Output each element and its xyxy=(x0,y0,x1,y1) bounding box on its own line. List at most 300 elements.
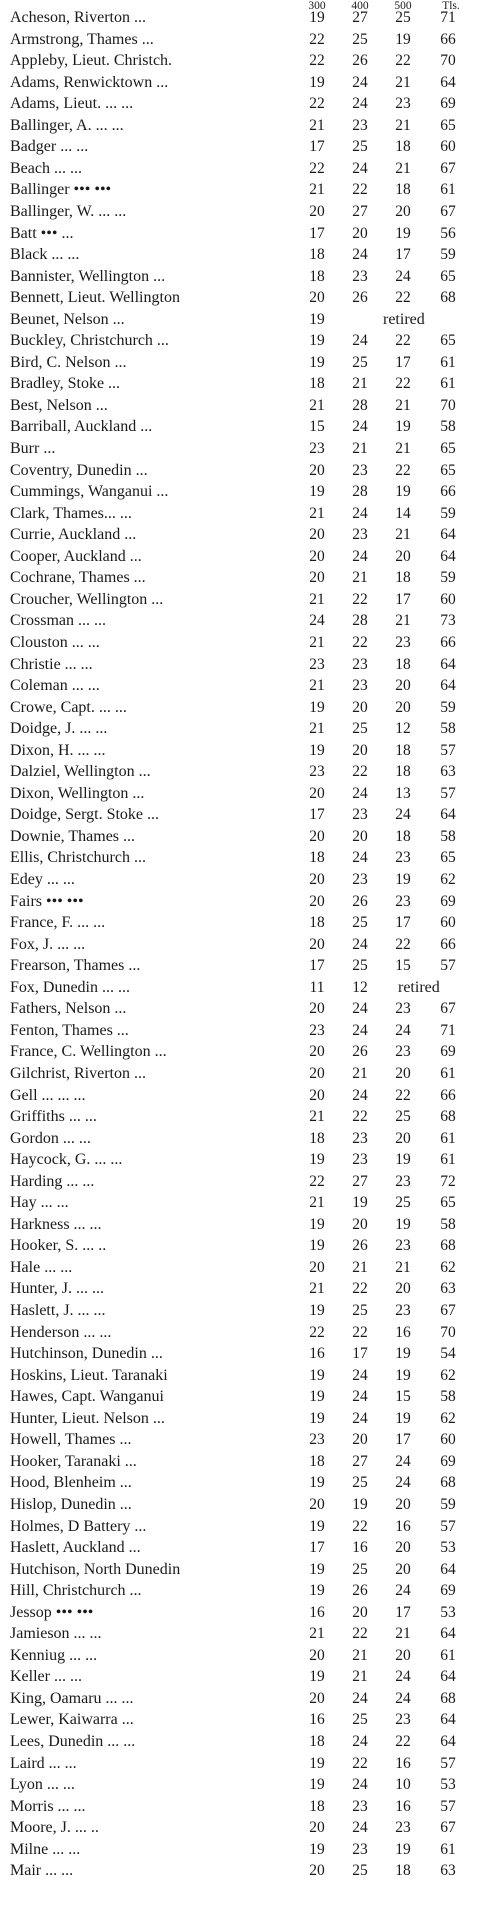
score-total: 69 xyxy=(440,95,456,113)
competitor-name: Batt ••• ... xyxy=(10,224,74,242)
score-500: 20 xyxy=(395,1560,411,1578)
score-total: 68 xyxy=(440,1108,456,1126)
score-400: 23 xyxy=(352,526,368,544)
competitor-name: Bradley, Stoke ... xyxy=(10,375,121,393)
score-300: 19 xyxy=(309,73,325,91)
score-total: 61 xyxy=(440,1129,456,1147)
score-300: 22 xyxy=(309,95,325,113)
score-total: 59 xyxy=(440,569,456,587)
competitor-name: Fenton, Thames ... xyxy=(10,1021,129,1039)
score-300: 20 xyxy=(309,526,325,544)
score-500: 21 xyxy=(395,116,411,134)
score-300: 19 xyxy=(309,1474,325,1492)
competitor-name: Laird ... ... xyxy=(10,1754,77,1772)
competitor-name: Haslett, Auckland ... xyxy=(10,1539,141,1557)
score-total: 61 xyxy=(440,1064,456,1082)
score-total: 59 xyxy=(440,1495,456,1513)
score-total: 62 xyxy=(440,871,456,888)
score-500: 21 xyxy=(395,526,411,544)
score-300: 20 xyxy=(309,784,325,802)
score-total: 64 xyxy=(440,73,456,91)
score-total: 62 xyxy=(440,1366,456,1384)
score-300: 18 xyxy=(309,1129,325,1147)
score-400: 23 xyxy=(352,116,368,134)
competitor-name: Fox, Dunedin ... ... xyxy=(10,978,130,996)
score-300: 19 xyxy=(309,310,325,328)
score-400: 22 xyxy=(352,1517,368,1535)
score-300: 22 xyxy=(309,159,325,177)
table-row xyxy=(0,1560,481,1580)
competitor-name: Cooper, Auckland ... xyxy=(10,547,142,565)
score-300: 17 xyxy=(309,224,325,242)
score-300: 20 xyxy=(309,1495,325,1513)
table-row xyxy=(0,892,481,912)
score-400: 21 xyxy=(352,440,368,457)
score-400: 20 xyxy=(352,1603,368,1621)
score-total: 57 xyxy=(440,741,456,759)
table-row xyxy=(0,1042,481,1062)
score-500: 23 xyxy=(395,1043,411,1061)
score-300: 16 xyxy=(309,1345,325,1363)
score-total: 58 xyxy=(440,418,456,436)
score-500: 23 xyxy=(395,1172,411,1190)
score-total: 61 xyxy=(440,1151,456,1169)
score-total: 59 xyxy=(440,504,456,522)
score-400: 23 xyxy=(352,871,368,888)
score-400: 19 xyxy=(352,1194,368,1212)
score-total: 69 xyxy=(440,1043,456,1061)
table-row xyxy=(0,590,481,610)
score-400: 17 xyxy=(352,1345,368,1363)
score-300: 20 xyxy=(309,569,325,587)
table-row xyxy=(0,719,481,739)
score-300: 19 xyxy=(309,483,325,501)
score-300: 17 xyxy=(309,957,325,975)
score-300: 21 xyxy=(309,504,325,522)
score-300: 19 xyxy=(309,1237,325,1255)
score-500: 18 xyxy=(395,741,411,759)
score-500: 19 xyxy=(395,1840,411,1858)
score-total: 58 xyxy=(440,827,456,845)
score-total: 65 xyxy=(440,1194,456,1212)
table-row xyxy=(0,331,481,351)
table-row xyxy=(0,1301,481,1321)
score-500: 21 xyxy=(395,440,411,457)
score-300: 20 xyxy=(309,1646,325,1664)
score-400: 28 xyxy=(352,612,368,630)
score-300: 19 xyxy=(309,1776,325,1794)
score-400: 20 xyxy=(352,224,368,242)
competitor-name: Jamieson ... ... xyxy=(10,1625,102,1643)
competitor-name: Best, Nelson ... xyxy=(10,396,108,414)
score-500: 17 xyxy=(395,1603,411,1621)
score-400: 22 xyxy=(352,1280,368,1298)
table-row xyxy=(0,1323,481,1343)
competitor-name: Burr ... xyxy=(10,440,56,457)
competitor-name: Howell, Thames ... xyxy=(10,1431,132,1449)
retired-note: retired xyxy=(383,310,425,328)
score-400: 26 xyxy=(352,1582,368,1600)
score-total: 70 xyxy=(440,52,456,70)
score-500: 24 xyxy=(395,1668,411,1686)
score-400: 24 xyxy=(352,418,368,436)
score-400: 22 xyxy=(352,1108,368,1126)
score-total: 54 xyxy=(440,1345,456,1363)
table-row xyxy=(0,396,481,416)
score-400: 24 xyxy=(352,784,368,802)
score-total: 66 xyxy=(440,483,456,501)
score-500: 17 xyxy=(395,590,411,608)
score-300: 19 xyxy=(309,1582,325,1600)
score-300: 16 xyxy=(309,1603,325,1621)
score-500: 18 xyxy=(395,655,411,673)
score-total: 60 xyxy=(440,914,456,932)
competitor-name: Beunet, Nelson ... xyxy=(10,310,125,328)
score-300: 22 xyxy=(309,1323,325,1341)
score-300: 21 xyxy=(309,590,325,608)
score-400: 25 xyxy=(352,1560,368,1578)
score-300: 21 xyxy=(309,1625,325,1643)
score-400: 24 xyxy=(352,95,368,113)
score-total: 58 xyxy=(440,1388,456,1406)
score-500: 24 xyxy=(395,1021,411,1039)
score-total: 67 xyxy=(440,1000,456,1018)
score-400: 24 xyxy=(352,1776,368,1794)
score-300: 20 xyxy=(309,1043,325,1061)
competitor-name: Clark, Thames... ... xyxy=(10,504,132,522)
competitor-name: Hooker, S. ... .. xyxy=(10,1237,107,1255)
score-500: 16 xyxy=(395,1797,411,1815)
score-400: 21 xyxy=(352,1064,368,1082)
score-500: 23 xyxy=(395,95,411,113)
competitor-name: Harding ... ... xyxy=(10,1172,95,1190)
score-300: 19 xyxy=(309,1754,325,1772)
score-500: 22 xyxy=(395,52,411,70)
table-row xyxy=(0,482,481,502)
score-300: 19 xyxy=(309,1840,325,1858)
table-row xyxy=(0,73,481,93)
table-row xyxy=(0,439,481,459)
score-300: 22 xyxy=(309,52,325,70)
score-400: 25 xyxy=(352,957,368,975)
competitor-name: Edey ... ... xyxy=(10,871,75,888)
score-total: 73 xyxy=(440,612,456,630)
score-400: 23 xyxy=(352,806,368,824)
competitor-name: Bannister, Wellington ... xyxy=(10,267,166,285)
table-row xyxy=(0,784,481,804)
table-row xyxy=(0,676,481,696)
score-total: 70 xyxy=(440,396,456,414)
score-300: 20 xyxy=(309,1689,325,1707)
score-400: 20 xyxy=(352,698,368,716)
competitor-name: Jessop ••• ••• xyxy=(10,1603,94,1621)
competitor-name: Haycock, G. ... ... xyxy=(10,1151,123,1169)
score-300: 18 xyxy=(309,267,325,285)
table-row xyxy=(0,698,481,718)
score-400: 24 xyxy=(352,1409,368,1427)
competitor-name: France, C. Wellington ... xyxy=(10,1043,167,1061)
score-400: 25 xyxy=(352,353,368,371)
score-400: 20 xyxy=(352,741,368,759)
score-total: 69 xyxy=(440,1582,456,1600)
score-300: 20 xyxy=(309,935,325,953)
score-400: 21 xyxy=(352,375,368,393)
score-500: 19 xyxy=(395,418,411,436)
score-total: 64 xyxy=(440,655,456,673)
score-total: 57 xyxy=(440,1517,456,1535)
score-400: 24 xyxy=(352,1388,368,1406)
score-500: 21 xyxy=(395,1625,411,1643)
score-300: 15 xyxy=(309,418,325,436)
competitor-name: Crossman ... ... xyxy=(10,612,106,630)
score-500: 21 xyxy=(395,396,411,414)
table-row xyxy=(0,655,481,675)
competitor-name: Doidge, Sergt. Stoke ... xyxy=(10,806,160,824)
score-400: 22 xyxy=(352,1754,368,1772)
score-total: 68 xyxy=(440,1474,456,1492)
score-400: 27 xyxy=(352,1452,368,1470)
score-500: 16 xyxy=(395,1323,411,1341)
table-row xyxy=(0,1236,481,1256)
competitor-name: Keller ... ... xyxy=(10,1668,82,1686)
score-total: 57 xyxy=(440,1797,456,1815)
competitor-name: Lees, Dunedin ... ... xyxy=(10,1733,136,1750)
table-row xyxy=(0,1581,481,1601)
score-total: 64 xyxy=(440,1560,456,1578)
table-row xyxy=(0,1409,481,1429)
score-total: 72 xyxy=(440,1172,456,1190)
score-500: 25 xyxy=(395,9,411,26)
competitor-name: Gordon ... ... xyxy=(10,1129,91,1147)
score-300: 20 xyxy=(309,1862,325,1880)
competitor-name: Hislop, Dunedin ... xyxy=(10,1495,132,1513)
score-total: 64 xyxy=(440,1711,456,1729)
score-400: 25 xyxy=(352,1474,368,1492)
competitor-name: Hunter, J. ... ... xyxy=(10,1280,105,1298)
competitor-name: Hutchinson, Dunedin ... xyxy=(10,1345,163,1363)
table-row xyxy=(0,245,481,265)
score-400: 23 xyxy=(352,267,368,285)
competitor-name: Buckley, Christchurch ... xyxy=(10,332,169,350)
score-400: 12 xyxy=(352,978,368,996)
score-400: 20 xyxy=(352,1215,368,1233)
score-500: 24 xyxy=(395,806,411,824)
competitor-name: Hooker, Taranaki ... xyxy=(10,1452,137,1470)
table-row xyxy=(0,1387,481,1407)
score-300: 20 xyxy=(309,1258,325,1276)
score-400: 25 xyxy=(352,30,368,48)
score-total: 60 xyxy=(440,590,456,608)
competitor-name: Griffiths ... ... xyxy=(10,1108,97,1126)
score-500: 22 xyxy=(395,1733,411,1750)
score-400: 24 xyxy=(352,849,368,867)
table-row xyxy=(0,1775,481,1795)
competitor-name: Downie, Thames ... xyxy=(10,827,136,845)
score-500: 23 xyxy=(395,1819,411,1837)
score-500: 13 xyxy=(395,784,411,802)
competitor-name: Currie, Auckland ... xyxy=(10,526,137,544)
competitor-name: Fathers, Nelson ... xyxy=(10,1000,127,1018)
score-400: 26 xyxy=(352,52,368,70)
competitor-name: Crowe, Capt. ... ... xyxy=(10,698,127,716)
competitor-name: Hawes, Capt. Wanganui xyxy=(10,1388,164,1406)
score-400: 24 xyxy=(352,1733,368,1750)
score-total: 69 xyxy=(440,1452,456,1470)
score-500: 24 xyxy=(395,1452,411,1470)
score-500: 16 xyxy=(395,1754,411,1772)
score-300: 24 xyxy=(309,612,325,630)
competitor-name: Croucher, Wellington ... xyxy=(10,590,164,608)
competitor-name: Armstrong, Thames ... xyxy=(10,30,154,48)
score-400: 26 xyxy=(352,289,368,307)
header-400-yards: 400 xyxy=(351,0,369,12)
score-total: 62 xyxy=(440,1258,456,1276)
score-300: 21 xyxy=(309,181,325,199)
score-300: 18 xyxy=(309,246,325,264)
score-total: 71 xyxy=(440,1021,456,1039)
score-500: 22 xyxy=(395,1086,411,1104)
header-totals: Tls. xyxy=(442,0,460,12)
score-500: 23 xyxy=(395,1711,411,1729)
score-400: 26 xyxy=(352,1237,368,1255)
table-row xyxy=(0,51,481,71)
score-400: 24 xyxy=(352,547,368,565)
competitor-name: Lyon ... ... xyxy=(10,1776,75,1794)
score-400: 21 xyxy=(352,1668,368,1686)
score-400: 23 xyxy=(352,1151,368,1169)
score-500: 17 xyxy=(395,353,411,371)
score-500: 20 xyxy=(395,202,411,220)
table-row xyxy=(0,999,481,1019)
score-500: 19 xyxy=(395,1345,411,1363)
score-400: 21 xyxy=(352,1258,368,1276)
score-500: 18 xyxy=(395,827,411,845)
score-300: 16 xyxy=(309,1711,325,1729)
table-row xyxy=(0,137,481,157)
table-row xyxy=(0,374,481,394)
score-total: 53 xyxy=(440,1776,456,1794)
table-row xyxy=(0,913,481,933)
score-400: 24 xyxy=(352,504,368,522)
score-500: 23 xyxy=(395,892,411,910)
table-row xyxy=(0,8,481,28)
table-row xyxy=(0,611,481,631)
table-row xyxy=(0,1667,481,1687)
competitor-name: Hale ... ... xyxy=(10,1258,73,1276)
score-total: 57 xyxy=(440,1754,456,1772)
competitor-name: Dixon, H. ... ... xyxy=(10,741,106,759)
score-total: 60 xyxy=(440,1431,456,1449)
score-400: 22 xyxy=(352,1625,368,1643)
score-500: 12 xyxy=(395,720,411,738)
score-300: 20 xyxy=(309,547,325,565)
table-row xyxy=(0,1710,481,1730)
score-500: 22 xyxy=(395,461,411,479)
score-500: 22 xyxy=(395,289,411,307)
table-row xyxy=(0,1840,481,1860)
score-500: 18 xyxy=(395,1862,411,1880)
score-300: 18 xyxy=(309,914,325,932)
score-400: 23 xyxy=(352,1797,368,1815)
table-row xyxy=(0,1086,481,1106)
table-row xyxy=(0,1452,481,1472)
table-row xyxy=(0,224,481,244)
score-500: 15 xyxy=(395,957,411,975)
competitor-name: Gilchrist, Riverton ... xyxy=(10,1064,146,1082)
competitor-name: Dalziel, Wellington ... xyxy=(10,763,151,781)
table-row xyxy=(0,1517,481,1537)
score-400: 22 xyxy=(352,633,368,651)
score-300: 19 xyxy=(309,1517,325,1535)
score-400: 28 xyxy=(352,396,368,414)
table-row xyxy=(0,1473,481,1493)
score-total: 62 xyxy=(440,1409,456,1427)
score-total: 71 xyxy=(440,9,456,26)
competitor-name: Ellis, Christchurch ... xyxy=(10,849,146,867)
score-500: 19 xyxy=(395,1215,411,1233)
score-500: 17 xyxy=(395,1431,411,1449)
competitor-name: France, F. ... ... xyxy=(10,914,106,932)
score-400: 26 xyxy=(352,892,368,910)
score-500: 20 xyxy=(395,698,411,716)
score-500: 23 xyxy=(395,1237,411,1255)
score-total: 70 xyxy=(440,1323,456,1341)
competitor-name: Fox, J. ... ... xyxy=(10,935,86,953)
table-row xyxy=(0,762,481,782)
score-total: 66 xyxy=(440,30,456,48)
score-500: 20 xyxy=(395,1129,411,1147)
score-total: 61 xyxy=(440,1646,456,1664)
competitor-name: Coventry, Dunedin ... xyxy=(10,461,148,479)
score-500: 24 xyxy=(395,1582,411,1600)
score-300: 23 xyxy=(309,440,325,457)
score-300: 19 xyxy=(309,1668,325,1686)
score-total: 68 xyxy=(440,1237,456,1255)
table-row xyxy=(0,1366,481,1386)
score-total: 66 xyxy=(440,633,456,651)
score-300: 20 xyxy=(309,1819,325,1837)
score-400: 24 xyxy=(352,332,368,350)
score-400: 24 xyxy=(352,1021,368,1039)
table-row xyxy=(0,1172,481,1192)
score-total: 58 xyxy=(440,1215,456,1233)
score-300: 23 xyxy=(309,1431,325,1449)
score-total: 64 xyxy=(440,1668,456,1686)
score-300: 19 xyxy=(309,1388,325,1406)
competitor-name: Bennett, Lieut. Wellington xyxy=(10,289,180,307)
score-500: 18 xyxy=(395,181,411,199)
score-300: 20 xyxy=(309,1000,325,1018)
table-row xyxy=(0,525,481,545)
score-300: 23 xyxy=(309,655,325,673)
score-500: 19 xyxy=(395,1151,411,1169)
score-400: 22 xyxy=(352,590,368,608)
table-row xyxy=(0,1064,481,1084)
score-total: 61 xyxy=(440,375,456,393)
table-row xyxy=(0,1538,481,1558)
competitor-name: Badger ... ... xyxy=(10,138,89,156)
score-300: 20 xyxy=(309,289,325,307)
table-row xyxy=(0,1215,481,1235)
score-300: 18 xyxy=(309,1452,325,1470)
score-300: 22 xyxy=(309,30,325,48)
score-total: 65 xyxy=(440,332,456,350)
score-500: 20 xyxy=(395,1064,411,1082)
score-400: 25 xyxy=(352,720,368,738)
score-400: 25 xyxy=(352,1711,368,1729)
score-300: 19 xyxy=(309,1215,325,1233)
retired-note: retired xyxy=(398,978,440,996)
